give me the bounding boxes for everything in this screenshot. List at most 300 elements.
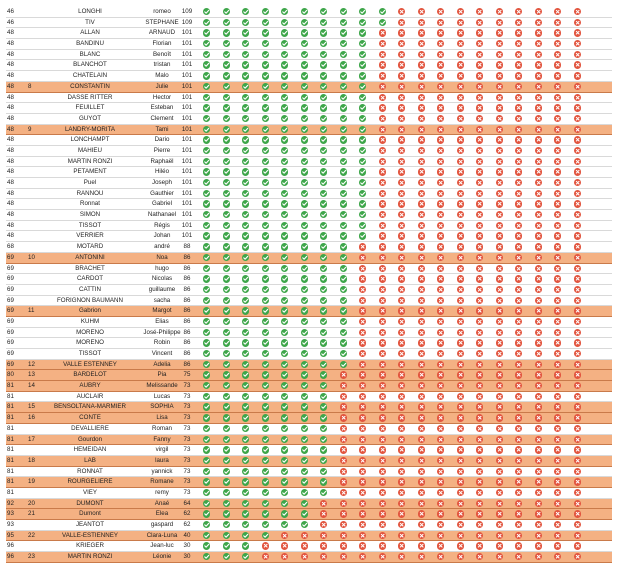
cross-circle-icon	[457, 382, 464, 389]
cross-circle-icon	[574, 339, 581, 346]
check-circle-icon	[340, 158, 347, 165]
check-circle-icon	[203, 94, 210, 101]
first-name-cell: José-Philippe	[143, 328, 181, 336]
cross-circle-icon	[476, 489, 483, 496]
check-circle-icon	[301, 329, 308, 336]
cross-circle-icon	[554, 265, 561, 272]
check-circle-icon	[359, 61, 366, 68]
check-circle-icon	[359, 200, 366, 207]
check-circle-icon	[320, 168, 327, 175]
cross-circle-icon	[418, 553, 425, 560]
check-circle-icon	[320, 371, 327, 378]
table-row	[6, 381, 612, 392]
check-circle-icon	[242, 265, 249, 272]
cross-circle-icon	[379, 265, 386, 272]
check-circle-icon	[301, 243, 308, 250]
cross-circle-icon	[476, 83, 483, 90]
cross-circle-icon	[379, 457, 386, 464]
check-circle-icon	[320, 232, 327, 239]
cross-circle-icon	[554, 8, 561, 15]
check-circle-icon	[281, 51, 288, 58]
check-circle-icon	[223, 8, 230, 15]
rank-cell: 48	[7, 104, 14, 112]
cross-circle-icon	[398, 83, 405, 90]
check-circle-icon	[340, 115, 347, 122]
check-circle-icon	[340, 254, 347, 261]
cross-circle-icon	[476, 8, 483, 15]
check-circle-icon	[262, 136, 269, 143]
cross-circle-icon	[515, 61, 522, 68]
cross-circle-icon	[398, 478, 405, 485]
check-circle-icon	[320, 158, 327, 165]
first-name-cell: Clement	[150, 114, 174, 122]
cross-circle-icon	[515, 222, 522, 229]
cross-circle-icon	[320, 521, 327, 528]
cross-circle-icon	[554, 361, 561, 368]
number-cell	[28, 60, 40, 70]
score-cell: 86	[183, 350, 191, 357]
check-circle-icon	[223, 371, 230, 378]
first-name-cell: Malo	[155, 72, 169, 80]
cross-circle-icon	[496, 297, 503, 304]
check-circle-icon	[281, 393, 288, 400]
cross-circle-icon	[379, 94, 386, 101]
cross-circle-icon	[457, 532, 464, 539]
check-circle-icon	[262, 500, 269, 507]
check-circle-icon	[223, 297, 230, 304]
cross-circle-icon	[457, 29, 464, 36]
cross-circle-icon	[437, 510, 444, 517]
cross-circle-icon	[476, 393, 483, 400]
cross-circle-icon	[535, 51, 542, 58]
cross-circle-icon	[476, 500, 483, 507]
score-cell: 101	[181, 189, 193, 197]
check-circle-icon	[340, 243, 347, 250]
check-circle-icon	[223, 478, 230, 485]
cross-circle-icon	[515, 115, 522, 122]
number-cell	[28, 488, 40, 498]
check-circle-icon	[203, 40, 210, 47]
cross-circle-icon	[359, 382, 366, 389]
check-circle-icon	[281, 350, 288, 357]
first-name-cell: guillaume	[148, 285, 176, 293]
cross-circle-icon	[457, 265, 464, 272]
check-circle-icon	[301, 40, 308, 47]
cross-circle-icon	[457, 8, 464, 15]
check-circle-icon	[242, 361, 249, 368]
check-circle-icon	[242, 222, 249, 229]
check-circle-icon	[359, 168, 366, 175]
cross-circle-icon	[476, 275, 483, 282]
check-circle-icon	[359, 104, 366, 111]
score-cell: 73	[183, 488, 191, 496]
check-circle-icon	[242, 403, 249, 410]
cross-circle-icon	[496, 254, 503, 261]
check-circle-icon	[320, 297, 327, 304]
cross-circle-icon	[574, 147, 581, 154]
check-circle-icon	[242, 371, 249, 378]
number-cell	[28, 467, 40, 477]
cross-circle-icon	[554, 168, 561, 175]
cross-circle-icon	[476, 478, 483, 485]
check-circle-icon	[262, 286, 269, 293]
check-circle-icon	[320, 61, 327, 68]
cross-circle-icon	[554, 147, 561, 154]
last-name-cell: CARDOT	[76, 275, 104, 283]
cross-circle-icon	[457, 403, 464, 410]
cross-circle-icon	[476, 40, 483, 47]
check-circle-icon	[262, 457, 269, 464]
table-row	[6, 520, 612, 531]
cross-circle-icon	[340, 403, 347, 410]
check-circle-icon	[242, 8, 249, 15]
number-cell	[28, 189, 40, 199]
rank-cell: 69	[7, 350, 14, 357]
cross-circle-icon	[418, 500, 425, 507]
cross-circle-icon	[574, 468, 581, 475]
cross-circle-icon	[476, 468, 483, 475]
check-circle-icon	[242, 136, 249, 143]
cross-circle-icon	[515, 190, 522, 197]
number-cell	[28, 146, 40, 156]
last-name-cell: Gourdon	[77, 435, 103, 443]
cross-circle-icon	[535, 158, 542, 165]
cross-circle-icon	[398, 446, 405, 453]
check-circle-icon	[320, 275, 327, 282]
score-cell: 30	[183, 553, 191, 561]
cross-circle-icon	[418, 265, 425, 272]
cross-circle-icon	[496, 136, 503, 143]
cross-circle-icon	[515, 382, 522, 389]
check-circle-icon	[262, 489, 269, 496]
cross-circle-icon	[379, 510, 386, 517]
check-circle-icon	[223, 286, 230, 293]
cross-circle-icon	[515, 51, 522, 58]
score-cell: 86	[183, 253, 191, 261]
check-circle-icon	[301, 350, 308, 357]
cross-circle-icon	[476, 61, 483, 68]
last-name-cell: BLANCHOT	[73, 61, 107, 69]
cross-circle-icon	[340, 500, 347, 507]
table-row	[6, 189, 612, 200]
cross-circle-icon	[457, 19, 464, 26]
cross-circle-icon	[398, 542, 405, 549]
score-cell: 109	[181, 8, 193, 15]
last-name-cell: VIEY	[82, 488, 98, 496]
number-cell	[28, 114, 40, 124]
cross-circle-icon	[398, 190, 405, 197]
cross-circle-icon	[437, 532, 444, 539]
cross-circle-icon	[359, 329, 366, 336]
check-circle-icon	[242, 329, 249, 336]
check-circle-icon	[262, 339, 269, 346]
cross-circle-icon	[554, 254, 561, 261]
cross-circle-icon	[535, 393, 542, 400]
check-circle-icon	[281, 115, 288, 122]
cross-circle-icon	[554, 414, 561, 421]
table-row	[6, 135, 612, 146]
cross-circle-icon	[535, 179, 542, 186]
check-circle-icon	[203, 275, 210, 282]
cross-circle-icon	[515, 126, 522, 133]
cross-circle-icon	[457, 94, 464, 101]
check-circle-icon	[281, 19, 288, 26]
check-circle-icon	[262, 61, 269, 68]
check-circle-icon	[320, 489, 327, 496]
first-name-cell: laura	[155, 456, 169, 464]
cross-circle-icon	[515, 393, 522, 400]
cross-circle-icon	[281, 542, 288, 549]
cross-circle-icon	[379, 350, 386, 357]
cross-circle-icon	[359, 521, 366, 528]
cross-circle-icon	[398, 126, 405, 133]
check-circle-icon	[262, 468, 269, 475]
cross-circle-icon	[398, 468, 405, 475]
first-name-cell: Melissande	[146, 382, 178, 390]
cross-circle-icon	[496, 168, 503, 175]
check-circle-icon	[340, 8, 347, 15]
first-name-cell: Clara-Luna	[146, 531, 178, 539]
check-circle-icon	[301, 414, 308, 421]
check-circle-icon	[242, 147, 249, 154]
cross-circle-icon	[398, 286, 405, 293]
check-circle-icon	[203, 200, 210, 207]
check-circle-icon	[242, 179, 249, 186]
cross-circle-icon	[554, 179, 561, 186]
rank-cell: 48	[7, 179, 14, 186]
cross-circle-icon	[398, 393, 405, 400]
check-circle-icon	[320, 72, 327, 79]
cross-circle-icon	[340, 468, 347, 475]
check-circle-icon	[281, 318, 288, 325]
check-circle-icon	[242, 232, 249, 239]
cross-circle-icon	[554, 19, 561, 26]
check-circle-icon	[281, 211, 288, 218]
cross-circle-icon	[437, 339, 444, 346]
cross-circle-icon	[418, 211, 425, 218]
cross-circle-icon	[379, 436, 386, 443]
cross-circle-icon	[535, 489, 542, 496]
check-circle-icon	[281, 521, 288, 528]
last-name-cell: BENSOLTANA-MARMIER	[54, 403, 126, 411]
cross-circle-icon	[359, 542, 366, 549]
score-cell: 101	[181, 200, 193, 208]
cross-circle-icon	[574, 436, 581, 443]
check-circle-icon	[242, 393, 249, 400]
cross-circle-icon	[418, 436, 425, 443]
cross-circle-icon	[418, 542, 425, 549]
check-circle-icon	[281, 500, 288, 507]
check-circle-icon	[203, 489, 210, 496]
cross-circle-icon	[359, 350, 366, 357]
number-cell	[28, 50, 40, 60]
check-circle-icon	[242, 72, 249, 79]
last-name-cell: MOTARD	[76, 243, 104, 251]
table-row	[6, 199, 612, 210]
cross-circle-icon	[554, 29, 561, 36]
cross-circle-icon	[418, 83, 425, 90]
check-circle-icon	[262, 168, 269, 175]
cross-circle-icon	[359, 500, 366, 507]
check-circle-icon	[203, 532, 210, 539]
check-circle-icon	[340, 51, 347, 58]
cross-circle-icon	[359, 468, 366, 475]
cross-circle-icon	[398, 243, 405, 250]
first-name-cell: andré	[154, 243, 170, 251]
check-circle-icon	[301, 179, 308, 186]
check-circle-icon	[223, 200, 230, 207]
number-cell	[28, 317, 40, 327]
cross-circle-icon	[437, 286, 444, 293]
check-circle-icon	[320, 200, 327, 207]
cross-circle-icon	[418, 478, 425, 485]
number-cell: 12	[28, 360, 35, 368]
cross-circle-icon	[554, 275, 561, 282]
cross-circle-icon	[535, 232, 542, 239]
check-circle-icon	[262, 8, 269, 15]
cross-circle-icon	[515, 329, 522, 336]
cross-circle-icon	[457, 489, 464, 496]
check-circle-icon	[203, 211, 210, 218]
cross-circle-icon	[379, 158, 386, 165]
cross-circle-icon	[574, 510, 581, 517]
first-name-cell: Anaé	[154, 499, 170, 507]
check-circle-icon	[281, 265, 288, 272]
cross-circle-icon	[418, 371, 425, 378]
last-name-cell: SIMON	[79, 211, 101, 219]
number-cell	[28, 221, 40, 231]
cross-circle-icon	[418, 19, 425, 26]
cross-circle-icon	[359, 286, 366, 293]
cross-circle-icon	[496, 436, 503, 443]
cross-circle-icon	[340, 393, 347, 400]
cross-circle-icon	[496, 382, 503, 389]
first-name-cell: sacha	[153, 296, 171, 304]
cross-circle-icon	[515, 318, 522, 325]
check-circle-icon	[262, 478, 269, 485]
check-circle-icon	[203, 115, 210, 122]
check-circle-icon	[203, 136, 210, 143]
cross-circle-icon	[476, 254, 483, 261]
first-name-cell: yannick	[151, 467, 173, 475]
check-circle-icon	[340, 40, 347, 47]
cross-circle-icon	[496, 243, 503, 250]
first-name-cell: virgil	[155, 446, 169, 454]
cross-circle-icon	[398, 179, 405, 186]
cross-circle-icon	[418, 190, 425, 197]
check-circle-icon	[301, 371, 308, 378]
check-circle-icon	[340, 297, 347, 304]
cross-circle-icon	[554, 297, 561, 304]
number-cell	[28, 338, 40, 348]
check-circle-icon	[262, 40, 269, 47]
check-circle-icon	[223, 542, 230, 549]
cross-circle-icon	[476, 510, 483, 517]
cross-circle-icon	[457, 243, 464, 250]
cross-circle-icon	[359, 553, 366, 560]
check-circle-icon	[340, 329, 347, 336]
last-name-cell: Dumont	[79, 510, 101, 518]
check-circle-icon	[262, 414, 269, 421]
cross-circle-icon	[496, 222, 503, 229]
cross-circle-icon	[457, 61, 464, 68]
check-circle-icon	[320, 94, 327, 101]
score-cell: 75	[183, 371, 191, 379]
score-cell: 101	[181, 40, 193, 48]
check-circle-icon	[203, 446, 210, 453]
table-row	[6, 71, 612, 82]
cross-circle-icon	[476, 436, 483, 443]
first-name-cell: Dario	[154, 136, 170, 144]
cross-circle-icon	[379, 329, 386, 336]
cross-circle-icon	[359, 265, 366, 272]
check-circle-icon	[262, 126, 269, 133]
check-circle-icon	[262, 72, 269, 79]
cross-circle-icon	[418, 393, 425, 400]
cross-circle-icon	[379, 468, 386, 475]
check-circle-icon	[242, 83, 249, 90]
check-circle-icon	[359, 179, 366, 186]
rank-cell: 92	[7, 499, 14, 507]
cross-circle-icon	[496, 371, 503, 378]
cross-circle-icon	[515, 104, 522, 111]
check-circle-icon	[320, 115, 327, 122]
check-circle-icon	[359, 158, 366, 165]
cross-circle-icon	[535, 403, 542, 410]
cross-circle-icon	[496, 8, 503, 15]
cross-circle-icon	[574, 179, 581, 186]
cross-circle-icon	[535, 265, 542, 272]
last-name-cell: DUMONT	[76, 499, 104, 507]
check-circle-icon	[223, 232, 230, 239]
number-cell	[28, 349, 40, 359]
check-circle-icon	[320, 286, 327, 293]
check-circle-icon	[203, 329, 210, 336]
check-circle-icon	[223, 318, 230, 325]
cross-circle-icon	[457, 414, 464, 421]
cross-circle-icon	[574, 254, 581, 261]
first-name-cell: hugo	[155, 264, 169, 272]
check-circle-icon	[203, 393, 210, 400]
cross-circle-icon	[418, 104, 425, 111]
check-circle-icon	[281, 190, 288, 197]
cross-circle-icon	[535, 126, 542, 133]
cross-circle-icon	[515, 19, 522, 26]
first-name-cell: Nicolas	[151, 275, 173, 283]
number-cell	[28, 210, 40, 220]
table-row	[6, 499, 612, 510]
cross-circle-icon	[496, 200, 503, 207]
cross-circle-icon	[398, 329, 405, 336]
cross-circle-icon	[398, 115, 405, 122]
check-circle-icon	[223, 29, 230, 36]
cross-circle-icon	[398, 521, 405, 528]
cross-circle-icon	[476, 243, 483, 250]
check-circle-icon	[223, 190, 230, 197]
check-circle-icon	[281, 147, 288, 154]
cross-circle-icon	[437, 382, 444, 389]
first-name-cell: Jean-luc	[150, 542, 174, 550]
cross-circle-icon	[515, 83, 522, 90]
cross-circle-icon	[554, 318, 561, 325]
check-circle-icon	[281, 243, 288, 250]
check-circle-icon	[320, 51, 327, 58]
cross-circle-icon	[476, 265, 483, 272]
cross-circle-icon	[437, 500, 444, 507]
last-name-cell: GUYOT	[78, 114, 101, 122]
rank-cell: 48	[7, 211, 14, 219]
check-circle-icon	[262, 425, 269, 432]
